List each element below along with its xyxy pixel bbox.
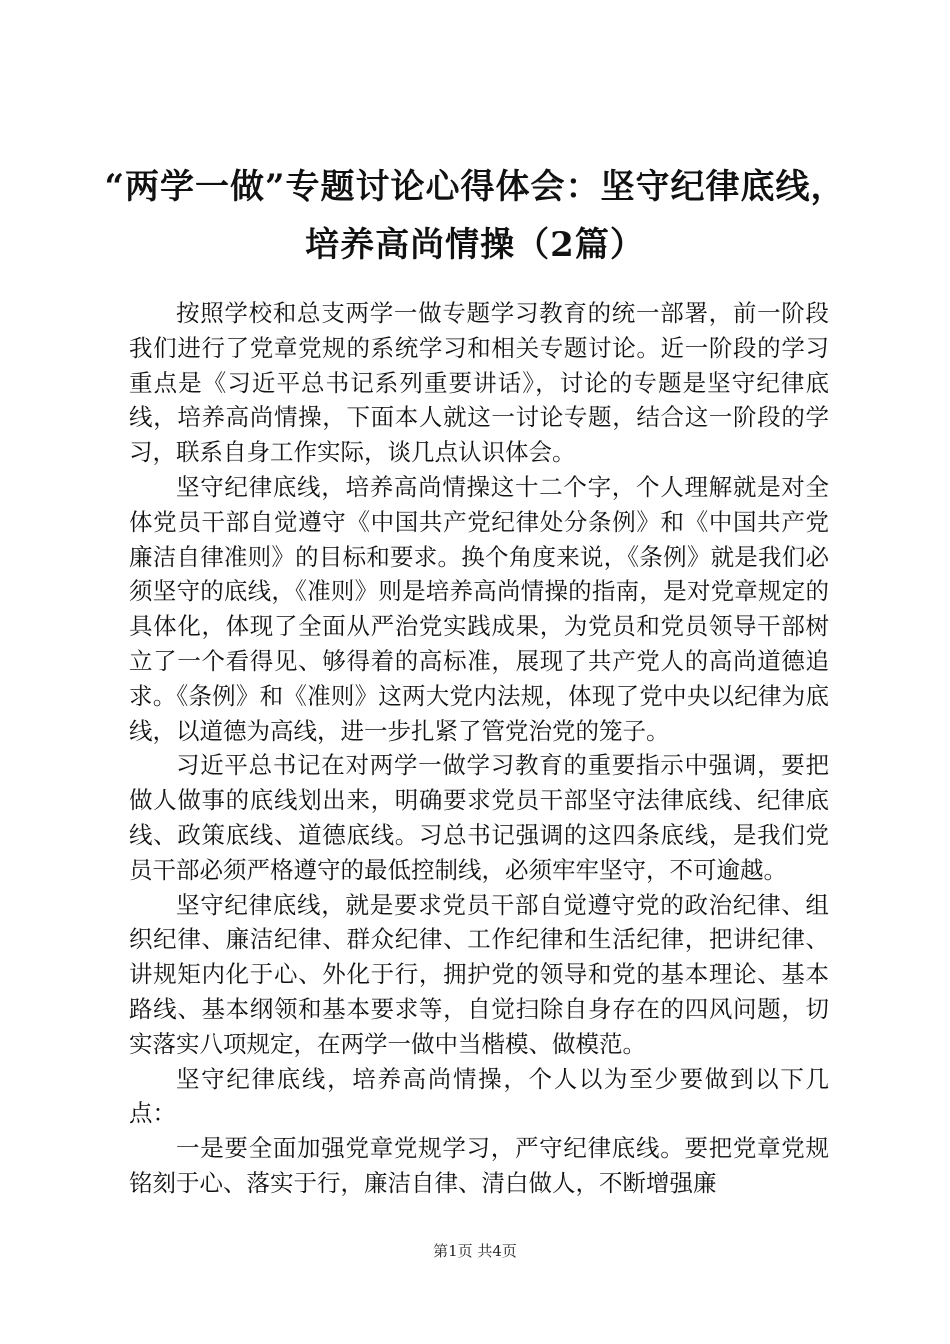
paragraph: 习近平总书记在对两学一做学习教育的重要指示中强调，要把做人做事的底线划出来，明确要求党员干部坚守法律底线、纪律底线、政策底线、道德底线。习总书记强调的这四条底线，是我们党员干部必须严格遵守的最低控制线，必须牢牢坚守，不可逾越。 bbox=[129, 751, 829, 884]
paragraph: 坚守纪律底线，就是要求党员干部自觉遵守党的政治纪律、组织纪律、廉洁纪律、群众纪律、工作纪律和生活纪律，把讲纪律、讲规矩内化于心、外化于行，拥护党的领导和党的基本理论、基本路线、基本纲领和基本要求等，自觉扫除自身存在的四风问题，切实落实八项规定，在两学一做中当楷模、做模范。 bbox=[129, 890, 829, 1058]
paragraph: 坚守纪律底线，培养高尚情操，个人以为至少要做到以下几点： bbox=[129, 1064, 829, 1128]
page-footer: 第1页 共4页 bbox=[433, 1242, 517, 1260]
paragraph: 一是要全面加强党章党规学习，严守纪律底线。要把党章党规铭刻于心、落实于行，廉洁自律、清白做人，不断增强廉 bbox=[129, 1134, 829, 1197]
paragraph: 坚守纪律底线，培养高尚情操这十二个字，个人理解就是对全体党员干部自觉遵守《中国共产党纪律处分条例》和《中国共产党廉洁自律准则》的目标和要求。换个角度来说，《条例》就是我们必须坚守的底线，《准则》则是培养高尚情操的指南，是对党章规定的具体化，体现了全面从严治党实践成果，为党员和党员领导干部树立了一个看得见、够得着的高标准，展现了共产党人的高尚道德追求。《条例》和《准则》这两大党内法规，体现了党中央以纪律为底线，以道德为高线，进一步扎紧了管党治党的笼子。 bbox=[129, 472, 829, 745]
paragraph: 按照学校和总支两学一做专题学习教育的统一部署，前一阶段我们进行了党章党规的系统学习和相关专题讨论。近一阶段的学习重点是《习近平总书记系列重要讲话》，讨论的专题是坚守纪律底线，培养高尚情操，下面本人就这一讨论专题，结合这一阶段的学习，联系自身工作实际，谈几点认识体会。 bbox=[129, 299, 829, 467]
document-body bbox=[129, 296, 829, 1201]
document-title: “两学一做”专题讨论心得体会：坚守纪律底线，培养高尚情操（2篇） bbox=[104, 167, 846, 265]
